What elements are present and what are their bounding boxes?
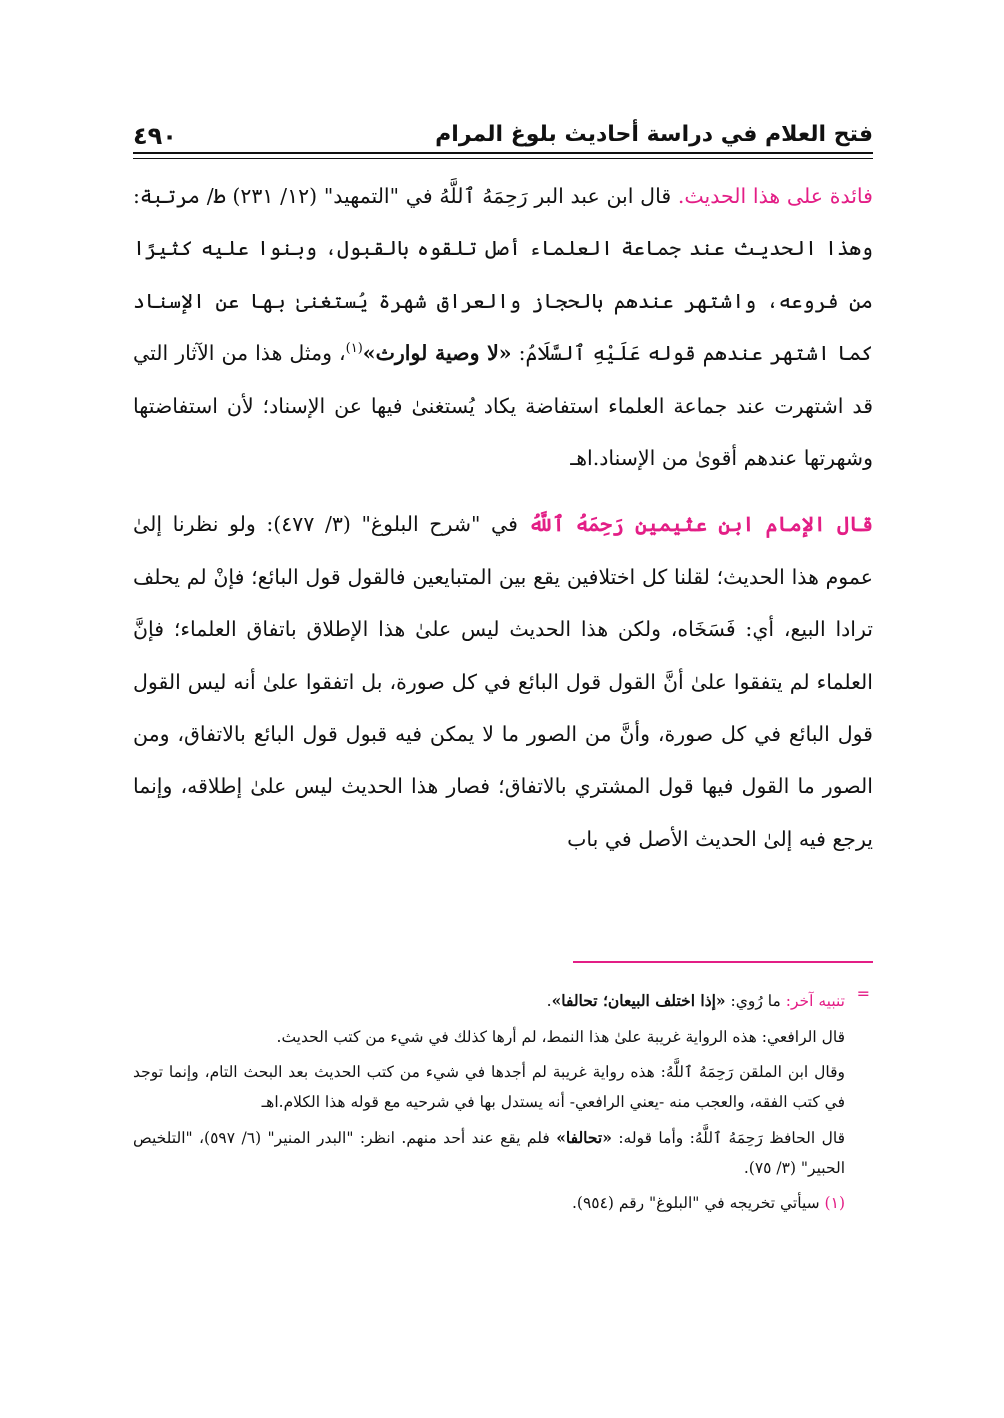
footnotes <box>133 984 870 1225</box>
paragraph-1-text: قال ابن عبد البر رَحِمَهُ ٱللَّهُ في "التمهيد" (١٢/ ٢٣١) ط/ مرتبة: وهذا الحديث عند جماعة العلماء أصل تلقوه بالقبول، وبنوا عليه كثيرًا من فروعه، واشتهر عندهم بالحجاز والعراق شهرة يُستغنىٰ بها عن الإسناد كما اشتهر عندهم قوله عَلَيْهِ ٱلسَّلَامُ: <box>133 184 873 366</box>
paragraph-2 <box>133 498 873 865</box>
header-rule-thick <box>133 152 873 154</box>
paragraph-2-text: في "شرح البلوغ" (٣/ ٤٧٧): ولو نظرنا إلىٰ عموم هذا الحديث؛ لقلنا كل اختلافين يقع بين المتبايعين فالقول قول البائع؛ فإنْ لم يحلف ترادا البيع، أي: فَسَخَاه، ولكن هذا الحديث ليس علىٰ هذا الإطلاق باتفاق العلماء؛ فإنَّ العلماء لم يتفقوا علىٰ أنَّ القول قول البائع في كل صورة، بل اتفقوا علىٰ أنه ليس القول قول البائع في كل صورة، وأنَّ من الصور ما لا يمكن فيه قبول قول البائع بالاتفاق، ومن الصور ما القول فيها قول المشتري بالاتفاق؛ فصار هذا الحديث ليس علىٰ إطلاقه، وإنما يرجع فيه إلىٰ الحديث الأصل في باب <box>133 512 873 851</box>
paragraph-1 <box>133 170 873 484</box>
book-title: فتح العلام في دراسة أحاديث بلوغ المرام <box>435 122 873 147</box>
footnote-rafii: قال الرافعي: هذه الرواية غريبة علىٰ هذا النمط، لم أرها كذلك في شيء من كتب الحديث. <box>276 1027 845 1046</box>
paragraph-1-heading: فائدة على هذا الحديث. <box>677 184 873 208</box>
paragraph-1-text-end: ، ومثل هذا من الآثار التي قد اشتهرت عند جماعة العلماء استفاضة يكاد يُستغنىٰ فيها عن الإسناد؛ لأن استفاضتها وشهرتها عندهم أقوىٰ من الإسناد.اهـ <box>133 341 873 471</box>
footnote-note-quote: «إذا اختلف البيعان؛ تحالفا» <box>551 991 726 1010</box>
footnote-note-end: . <box>546 992 552 1010</box>
footnote-separator <box>573 961 873 963</box>
paragraph-2-heading: قال الإمام ابن عثيمين رَحِمَهُ ٱللَّهُ <box>528 512 873 537</box>
footnote-1 <box>133 1189 845 1219</box>
footnote-note <box>133 986 845 1017</box>
hadith-quote: «لا وصية لوارث» <box>362 341 512 366</box>
footnote-ibn-mulaqqin: وقال ابن الملقن رَحِمَهُ ٱللَّهُ: هذه رواية غريبة لم أجدها في شيء من كتب الحديث بعد البحث التام، وإنما توجد في كتب الفقه، والعجب منه -يعني الرافعي- أنه يستدل بها في شرحيه مع قوله هذا الكلام.اهـ <box>133 1063 845 1111</box>
running-header <box>133 112 873 152</box>
footnote-hafiz-end: فلم يقع عند أحد منهم. انظر: "البدر المنير" (٦/ ٥٩٧)، "التلخيص الحبير" (٣/ ٧٥). <box>133 1129 845 1177</box>
page-number: ٤٩٠ <box>133 122 177 150</box>
footnote-1-number: (١) <box>824 1194 845 1212</box>
footnote-hafiz-start: قال الحافظ رَحِمَهُ ٱللَّهُ: وأما قوله: <box>611 1129 845 1147</box>
header-rule-thin <box>133 158 873 159</box>
footnote-hafiz-quote: «تحالفا» <box>556 1128 612 1147</box>
main-text <box>133 170 873 865</box>
footnote-note-label: تنبيه آخر: <box>785 992 845 1010</box>
footnote-ref-1[interactable]: (١) <box>345 341 363 357</box>
footnote-hafiz <box>133 1123 845 1183</box>
footnote-1-text: سيأتي تخريجه في "البلوغ" رقم (٩٥٤). <box>571 1194 825 1212</box>
footnote-note-text: ما رُوي: <box>725 992 786 1010</box>
footnote-continuation-mark: = <box>856 984 870 1003</box>
